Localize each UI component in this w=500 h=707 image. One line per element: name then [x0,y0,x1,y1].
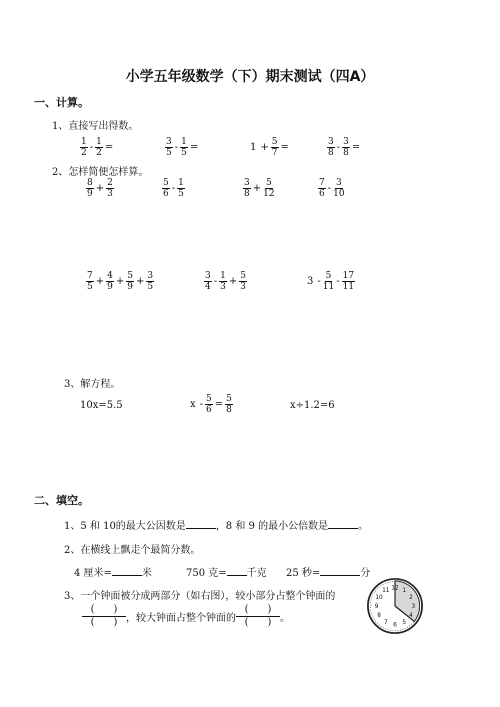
clock-number: 3 [411,603,416,610]
simplify-calc-4 [318,178,345,199]
operator: + [252,183,262,194]
section-1-heading: 一、计算。 [34,96,89,109]
operator: 3 [307,276,314,287]
clock-number: 8 [377,613,381,620]
operator: - [317,276,321,287]
equation-1: 10x=5.5 [80,400,123,411]
question-1-label: 1、直接写出得数。 [52,121,139,132]
mental-calc-3 [248,137,291,158]
equation-2 [188,394,233,415]
simplify-calc-6 [204,271,247,292]
fraction: $\frac{7}{5}$ [87,271,93,292]
clock-number: 4 [409,613,413,620]
operator: 1 [250,142,257,153]
fill-2b-text: 750 克= [186,568,227,579]
fill-2a-unit: 米 [141,568,152,579]
fraction: $\frac{3}{8}$ [244,178,250,199]
operator: - [199,399,204,410]
fraction: $\frac{1}{5}$ [181,137,187,158]
fill-question-2a [74,564,152,579]
mental-calc-2 [165,137,200,158]
fill-question-1 [64,517,368,532]
operator: + [135,276,145,287]
clock-number: 12 [391,585,399,592]
mental-calc-1 [80,137,115,158]
fraction: $\frac{17}{11}$ [342,271,355,292]
clock-number: 1 [402,587,407,594]
fraction: $\frac{5}{8}$ [226,394,232,415]
clock-number: 11 [382,587,390,594]
operator: - [89,142,94,153]
fill-2c-text: 25 秒= [286,568,321,579]
operator: + [95,183,105,194]
operator: + [260,142,269,153]
fill-question-3-line2 [82,604,290,629]
operator: = [214,399,224,410]
operator: + [228,276,238,287]
fraction: $\frac{5}{3}$ [240,271,246,292]
operator: + [95,276,105,287]
simplify-calc-2 [162,178,185,199]
fill-2a-blank[interactable] [112,575,142,576]
mental-calc-4 [327,137,362,158]
fraction: $\frac{5}{12}$ [263,178,275,199]
clock-number: 7 [383,619,388,626]
operator: + [115,276,125,287]
fraction: $\frac{1}{3}$ [220,271,226,292]
simplify-calc-3 [243,178,275,199]
fill-question-2c [286,564,370,579]
fraction: $\frac{3}{10}$ [333,178,345,199]
clock-number: 10 [375,594,383,601]
operator: = [280,142,289,153]
operator: x [190,399,196,410]
fill-1-blank-a[interactable] [186,528,216,529]
operator: - [213,276,218,287]
fraction: $\frac{3}{5}$ [147,271,154,292]
clock-number: 5 [402,619,407,626]
fraction: $\frac{3}{5}$ [166,137,172,158]
operator: = [351,142,361,153]
fraction: $\frac{1}{2}$ [96,137,102,158]
fill-3-text-c: 。 [280,613,290,624]
simplify-calc-7 [305,271,355,292]
clock-face-figure [366,577,424,635]
fraction: $\frac{2}{3}$ [107,178,113,199]
simplify-calc-1 [86,178,114,199]
operator: = [104,142,114,153]
operator: - [336,142,341,153]
fraction: $\frac{5}{6}$ [163,178,169,199]
page-title: 小学五年级数学（下）期末测试（四A） [125,69,375,85]
fill-2c-blank[interactable] [320,575,360,576]
equation-3: x÷1.2=6 [290,400,335,411]
fraction: $\frac{8}{9}$ [87,178,93,199]
operator: - [171,183,176,194]
operator: - [336,276,340,287]
fraction: $\frac{5}{9}$ [127,271,133,292]
fill-2b-blank[interactable] [227,575,247,576]
question-3-label: 3、解方程。 [64,379,121,390]
fill-3-blank-frac-b[interactable]: $\frac{( )}{( )}$ [236,604,280,629]
fraction: $\frac{5}{11}$ [322,271,335,292]
fraction: $\frac{1}{5}$ [178,178,184,199]
fill-1-text-a: 1、5 和 10的最大公因数是 [64,521,186,532]
fill-2a-text: 4 厘米= [74,568,112,579]
question-2-label: 2、怎样简便怎样算。 [52,167,149,178]
fraction: $\frac{1}{2}$ [81,137,87,158]
fill-3-blank-frac-a[interactable]: $\frac{( )}{( )}$ [82,604,126,629]
fraction: $\frac{4}{9}$ [107,271,113,292]
operator: = [189,142,199,153]
fraction: $\frac{5}{7}$ [271,137,278,158]
fill-3-text-b: ，较大钟面占整个钟面的 [126,613,236,624]
fill-2b-unit: 千克 [246,568,267,579]
clock-number: 6 [393,622,397,629]
clock-number: 9 [374,603,379,610]
fill-question-3-line1: 3、一个钟面被分成两部分（如右图），较小部分占整个钟面的 [64,591,336,602]
fill-question-2-label: 2、在横线上飘走个最简分数。 [64,545,201,556]
simplify-calc-5 [86,271,154,292]
fill-1-text-b: ，8 和 9 的最小公倍数是 [215,521,329,532]
fill-question-2b [186,564,267,579]
operator: - [174,142,179,153]
operator: - [327,183,332,194]
fill-2c-unit: 分 [360,568,371,579]
fraction: $\frac{3}{4}$ [205,271,211,292]
fill-1-text-c: 。 [358,521,369,532]
fraction: $\frac{5}{6}$ [206,394,212,415]
section-2-heading: 二、填空。 [34,494,89,507]
clock-number: 2 [409,594,413,601]
fraction: $\frac{3}{8}$ [328,137,334,158]
fraction: $\frac{7}{6}$ [319,178,325,199]
fraction: $\frac{3}{8}$ [343,137,349,158]
fill-1-blank-b[interactable] [328,528,358,529]
